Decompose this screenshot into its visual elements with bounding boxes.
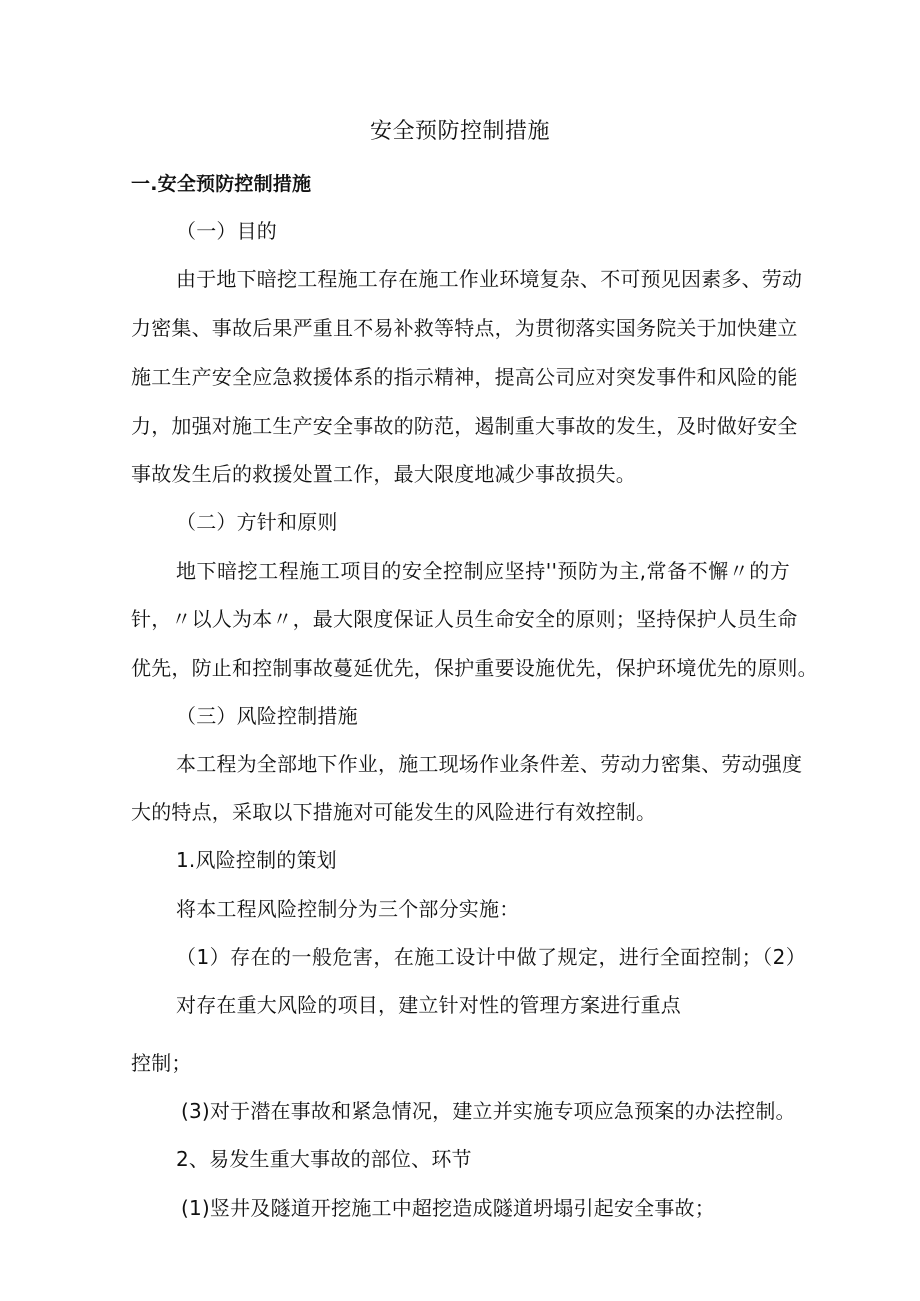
item1-heading: 1.风险控制的策划	[176, 848, 337, 872]
document-title: 安全预防控制措施	[369, 119, 550, 144]
principle-heading: （二）方针和原则	[176, 510, 338, 534]
section-heading: 一.安全预防控制措施	[131, 173, 312, 195]
principle-line: 地下暗挖工程施工项目的安全控制应坚持''预防为主,常备不懈〃的方	[176, 559, 790, 583]
item2-heading: 2、易发生重大事故的部位、环节	[176, 1147, 472, 1171]
purpose-line: 力密集、事故后果严重且不易补救等特点，为贯彻落实国务院关于加快建立	[131, 316, 798, 340]
item1-line: （1）存在的一般危害，在施工设计中做了规定，进行全面控制；（2）	[176, 945, 806, 969]
purpose-line: 力，加强对施工生产安全事故的防范，遏制重大事故的发生，及时做好安全	[131, 414, 798, 438]
principle-line: 优先，防止和控制事故蔓延优先，保护重要设施优先，保护环境优先的原则。	[131, 656, 818, 680]
item1-line: 对存在重大风险的项目，建立针对性的管理方案进行重点	[176, 993, 681, 1017]
purpose-line: 事故发生后的救援处置工作，最大限度地减少事故损失。	[131, 462, 636, 486]
purpose-line: 由于地下暗挖工程施工存在施工作业环境复杂、不可预见因素多、劳动	[176, 267, 803, 291]
item1-intro: 将本工程风险控制分为三个部分实施：	[176, 897, 520, 921]
purpose-line: 施工生产安全应急救援体系的指示精神，提高公司应对突发事件和风险的能	[131, 365, 798, 389]
risk-heading: （三）风险控制措施	[176, 704, 358, 728]
item2-line: (1)竖井及隧道开挖施工中超挖造成隧道坍塌引起安全事故；	[181, 1196, 715, 1220]
item1-line: 控制；	[131, 1051, 192, 1075]
item1-line: (3)对于潜在事故和紧急情况，建立并实施专项应急预案的办法控制。	[181, 1099, 796, 1123]
risk-line: 本工程为全部地下作业，施工现场作业条件差、劳动力密集、劳动强度	[176, 752, 803, 776]
risk-line: 大的特点，采取以下措施对可能发生的风险进行有效控制。	[131, 800, 657, 824]
purpose-heading: （一）目的	[176, 219, 277, 243]
principle-line: 针，〃以人为本〃，最大限度保证人员生命安全的原则；坚持保护人员生命	[131, 607, 798, 631]
